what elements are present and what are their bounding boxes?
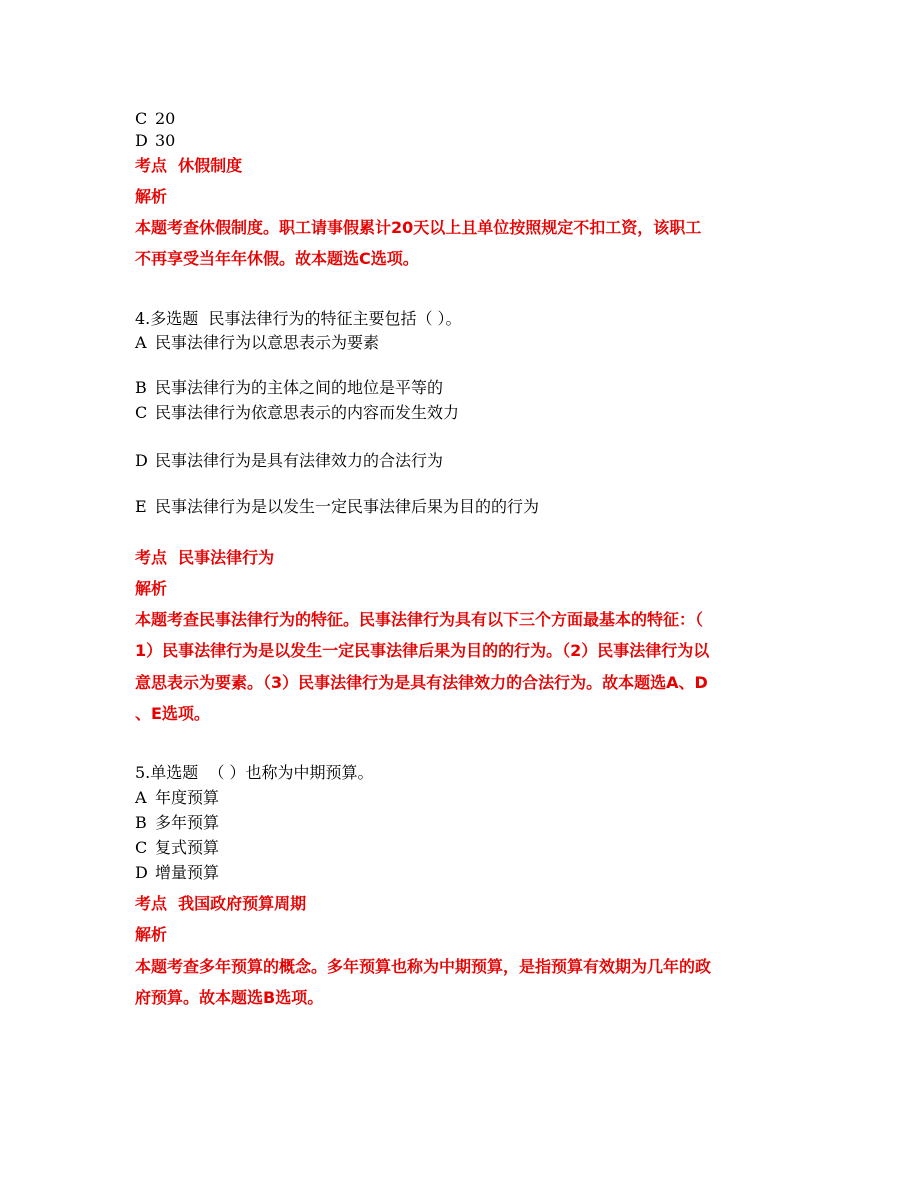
option-text: 民事法律行为是以发生一定民事法律后果为目的的行为 <box>155 497 540 516</box>
q5-analysis-line-2: 府预算。故本题选B选项。 <box>135 988 324 1007</box>
question-number: 4. <box>135 309 151 328</box>
option-letter: C <box>135 838 148 857</box>
option-letter: C <box>135 403 148 422</box>
q5-option-d <box>135 863 219 883</box>
q4-option-d <box>135 451 443 471</box>
option-text: 民事法律行为以意思表示为要素 <box>155 333 380 352</box>
option-letter: D <box>135 863 148 882</box>
q4-option-a <box>135 333 379 353</box>
point-text: 民事法律行为 <box>178 548 275 567</box>
question-stem: 民事法律行为的特征主要包括（ ）。 <box>208 309 462 328</box>
question-stem: （ ）也称为中期预算。 <box>208 763 374 782</box>
option-text: 民事法律行为的主体之间的地位是平等的 <box>155 378 444 397</box>
point-label: 考点 <box>135 894 168 913</box>
q5-analysis-line-1: 本题考查多年预算的概念。多年预算也称为中期预算，是指预算有效期为几年的政 <box>135 957 712 976</box>
q4-stem <box>135 309 462 329</box>
q3-option-c <box>135 109 175 129</box>
option-text: 多年预算 <box>155 813 220 832</box>
option-text: 年度预算 <box>155 788 220 807</box>
option-letter: E <box>135 497 147 516</box>
point-text: 休假制度 <box>178 156 243 175</box>
option-letter: B <box>135 378 147 397</box>
question-type: 单选题 <box>150 763 199 782</box>
option-text: 民事法律行为依意思表示的内容而发生效力 <box>155 403 460 422</box>
option-letter: D <box>135 451 148 470</box>
option-text: 增量预算 <box>155 863 220 882</box>
q3-analysis-line-1: 本题考查休假制度。职工请事假累计20天以上且单位按照规定不扣工资，该职工 <box>135 218 702 237</box>
q5-option-c <box>135 838 219 858</box>
option-letter: A <box>135 333 147 352</box>
q5-option-a <box>135 788 219 808</box>
point-text: 我国政府预算周期 <box>178 894 307 913</box>
q4-option-e <box>135 497 539 517</box>
q4-analysis-line-4: 、E选项。 <box>135 704 210 723</box>
q3-analysis-line-2: 不再享受当年年休假。故本题选C选项。 <box>135 249 419 268</box>
q4-point <box>135 547 274 569</box>
q5-point <box>135 893 306 915</box>
q3-analysis-label: 解析 <box>135 187 168 206</box>
question-type: 多选题 <box>150 309 199 328</box>
option-text: 民事法律行为是具有法律效力的合法行为 <box>155 451 444 470</box>
q4-analysis-line-3: 意思表示为要素。（3）民事法律行为是具有法律效力的合法行为。故本题选A、D <box>135 673 708 692</box>
q5-stem <box>135 763 374 783</box>
point-label: 考点 <box>135 548 168 567</box>
option-letter: D <box>135 131 148 150</box>
option-text: 30 <box>155 131 176 150</box>
q4-option-b <box>135 378 443 398</box>
q3-option-d <box>135 131 175 151</box>
q4-option-c <box>135 403 459 423</box>
q4-analysis-label: 解析 <box>135 579 168 598</box>
option-text: 20 <box>155 109 176 128</box>
option-letter: C <box>135 109 148 128</box>
q3-point <box>135 155 242 177</box>
q4-analysis-line-2: 1）民事法律行为是以发生一定民事法律后果为目的的行为。（2）民事法律行为以 <box>135 641 710 660</box>
point-label: 考点 <box>135 156 168 175</box>
option-text: 复式预算 <box>155 838 220 857</box>
q4-analysis-line-1: 本题考查民事法律行为的特征。民事法律行为具有以下三个方面最基本的特征：（ <box>135 610 704 629</box>
q5-analysis-label: 解析 <box>135 925 168 944</box>
question-number: 5. <box>135 763 151 782</box>
q5-option-b <box>135 813 219 833</box>
option-letter: B <box>135 813 147 832</box>
option-letter: A <box>135 788 147 807</box>
